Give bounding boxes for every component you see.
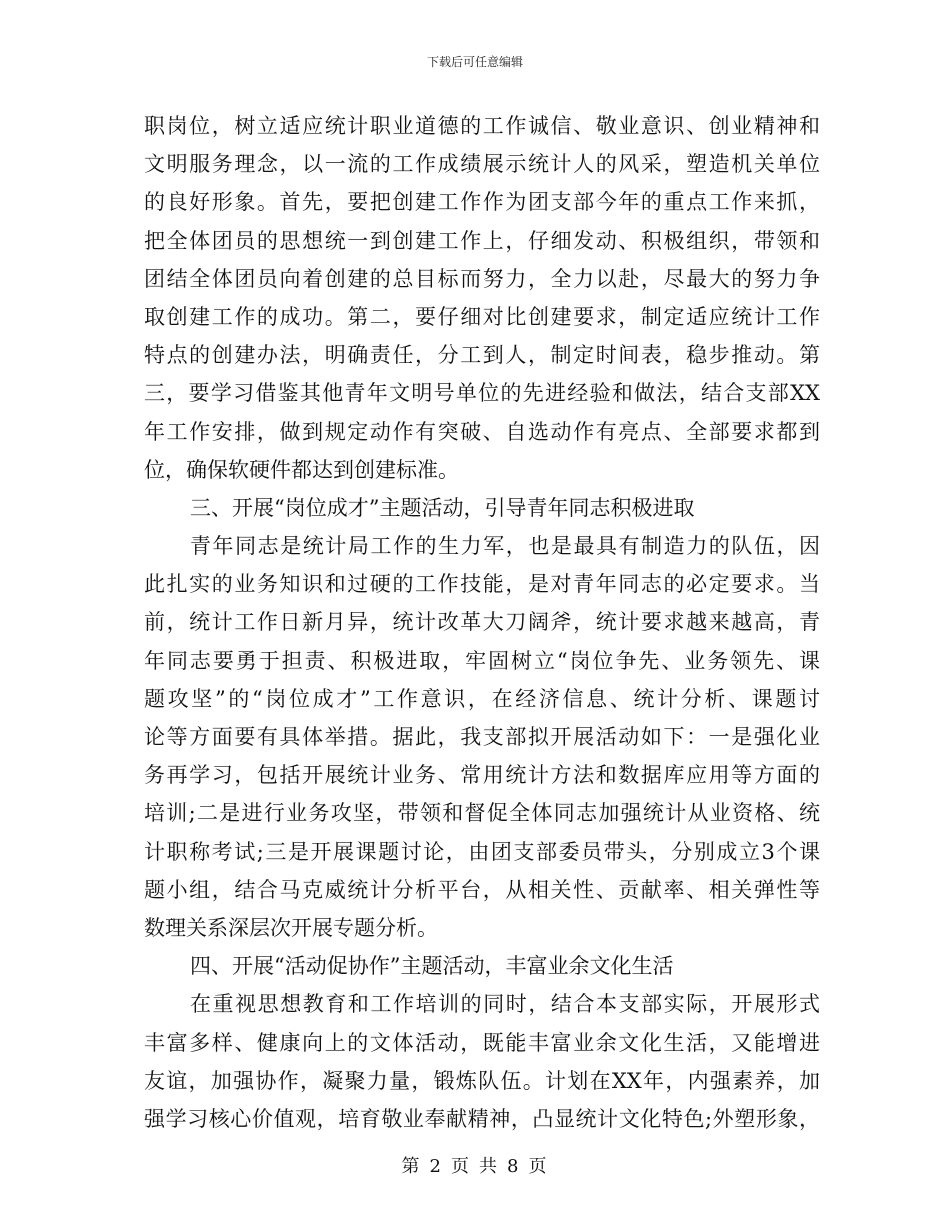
page-footer [0,1152,950,1178]
footer-page-label: 页 [451,1156,471,1177]
text-line-5: 团结全体团员向着创建的总目标而努力，全力以赴，尽最大的努力争 [144,266,820,291]
text-line-18: 务再学习，包括开展统计业务、常用统计方法和数据库应用等方面的 [144,763,820,788]
text-line-26: 友谊，加强协作，凝聚力量，锻炼队伍。计划在XX年，内强素养，加 [144,1068,820,1093]
footer-prefix: 第 [401,1156,422,1177]
text-line-20: 计职称考试;三是开展课题讨论，由团支部委员带头，分别成立3个课 [144,839,820,864]
text-line-25: 丰富多样、健康向上的文体活动，既能丰富业余文化生活，又能增进 [144,1030,820,1055]
text-line-22: 数理关系深层次开展专题分析。 [144,915,438,940]
text-line-19: 培训;二是进行业务攻坚，带领和督促全体同志加强统计从业资格、统 [144,801,820,826]
page-header: 下载后可任意编辑 [426,55,523,69]
text-line-16: 题攻坚”的“岗位成才”工作意识，在经济信息、统计分析、课题讨 [144,686,820,711]
text-line-9: 年工作安排，做到规定动作有突破、自选动作有亮点、全部要求都到 [144,419,820,444]
text-line-14: 前，统计工作日新月异，统计改革大刀阔斧，统计要求越来越高，青 [144,610,820,635]
text-line-21: 题小组，结合马克威统计分析平台，从相关性、贡献率、相关弹性等 [144,877,820,902]
text-line-27: 强学习核心价值观，培育敬业奉献精神，凸显统计文化特色;外塑形象， [144,1106,820,1131]
document-body [144,107,820,1138]
text-line-2: 文明服务理念，以一流的工作成绩展示统计人的风采，塑造机关单位 [144,152,820,177]
text-line-4: 把全体团员的思想统一到创建工作上，仔细发动、积极组织，带领和 [144,228,820,253]
text-line-6: 取创建工作的成功。第二，要仔细对比创建要求，制定适应统计工作 [144,304,820,329]
text-line-7: 特点的创建办法，明确责任，分工到人，制定时间表，稳步推动。第 [144,343,820,368]
section-heading-3: 三、开展“岗位成才”主题活动，引导青年同志积极进取 [190,495,695,520]
text-line-3: 的良好形象。首先，要把创建工作作为团支部今年的重点工作来抓， [144,190,820,215]
footer-page-number: 2 [429,1156,443,1177]
footer-total-label: 共 [479,1156,499,1177]
footer-suffix: 页 [528,1156,549,1177]
text-line-8: 三，要学习借鉴其他青年文明号单位的先进经验和做法，结合支部XX [144,381,820,406]
text-line-10: 位，确保软硬件都达到创建标准。 [144,457,459,482]
text-line-17: 论等方面要有具体举措。据此，我支部拟开展活动如下：一是强化业 [144,725,820,749]
text-line-24: 在重视思想教育和工作培训的同时，结合本支部实际，开展形式 [190,992,820,1017]
text-line-15: 年同志要勇于担责、积极进取，牢固树立“岗位争先、业务领先、课 [144,648,820,673]
text-line-1: 职岗位，树立适应统计职业道德的工作诚信、敬业意识、创业精神和 [144,114,820,138]
text-line-13: 此扎实的业务知识和过硬的工作技能，是对青年同志的必定要求。当 [144,572,820,597]
footer-total-pages: 8 [507,1156,521,1177]
section-heading-4: 四、开展“活动促协作”主题活动，丰富业余文化生活 [190,954,674,979]
text-line-12: 青年同志是统计局工作的生力军，也是最具有制造力的队伍，因 [190,534,820,559]
